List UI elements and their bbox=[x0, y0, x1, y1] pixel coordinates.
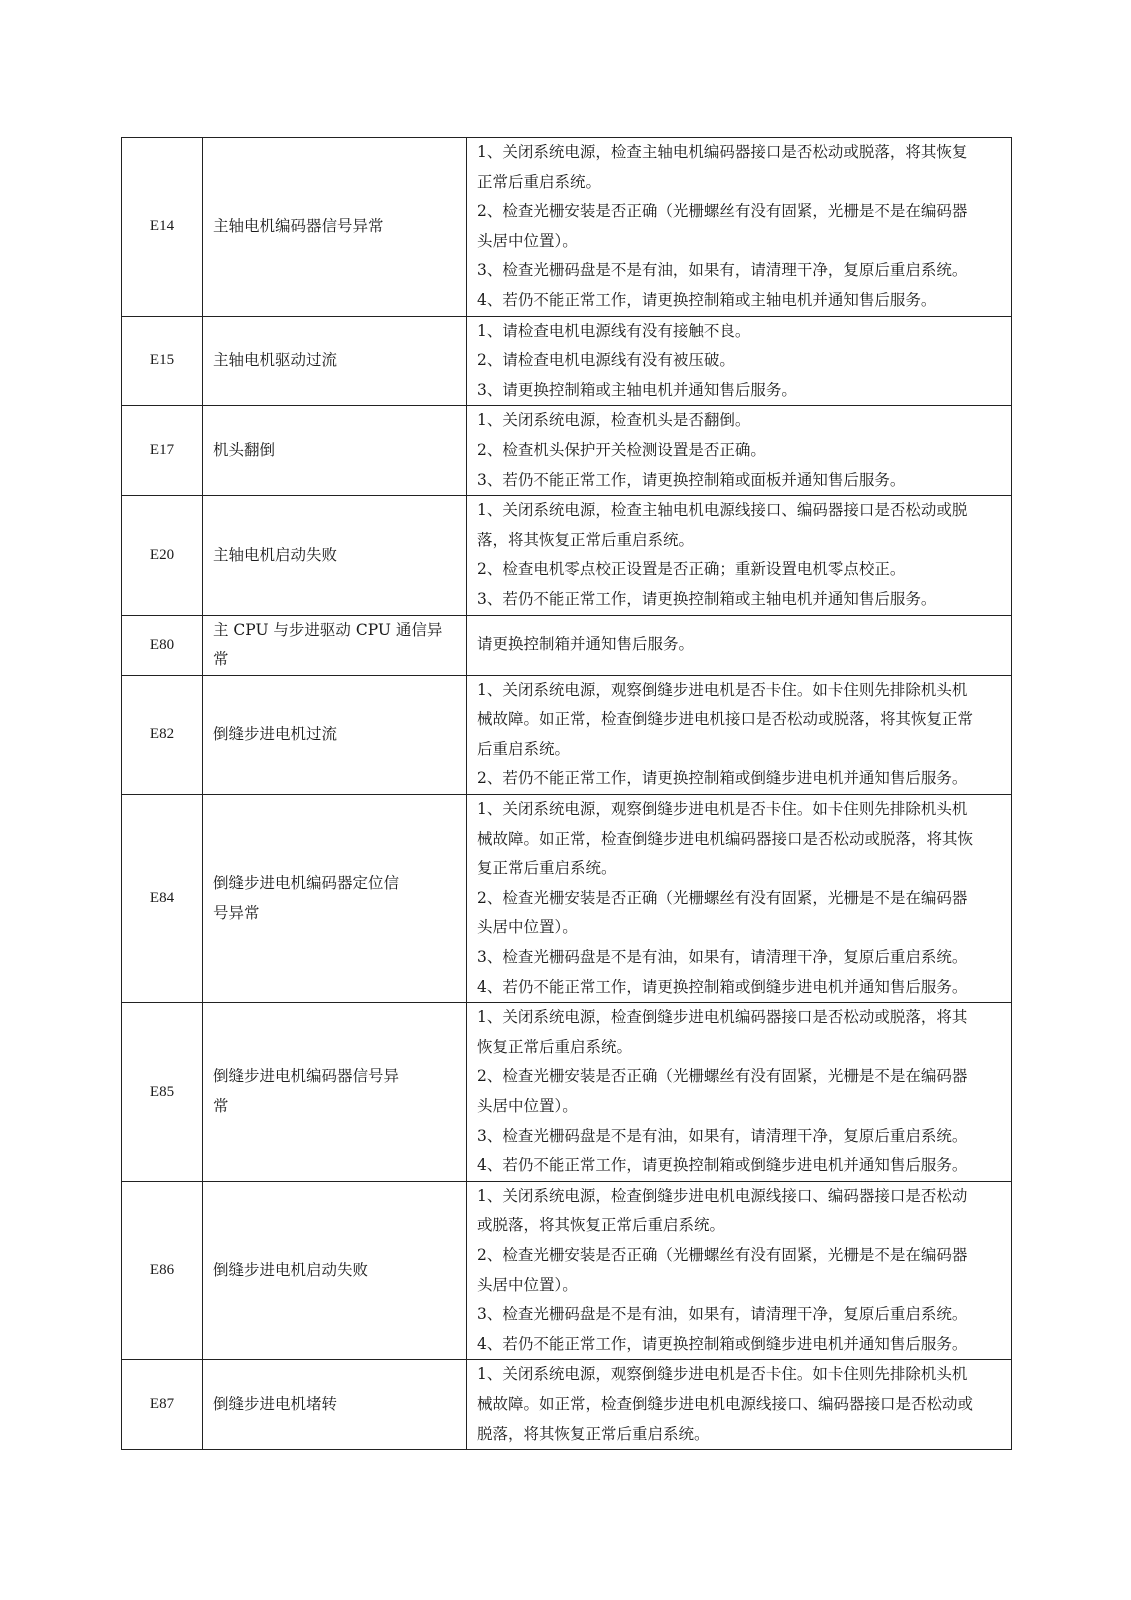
error-description-line: 机头翻倒 bbox=[213, 440, 276, 459]
solution-step-line: 械故障。如正常，检查倒缝步进电机接口是否松动或脱落，将其恢复正常 bbox=[477, 710, 974, 729]
solution-step-line: 3、检查光栅码盘是不是有油，如果有，请清理干净，复原后重启系统。 bbox=[477, 1126, 968, 1145]
error-description-line: 倒缝步进电机堵转 bbox=[213, 1394, 338, 1413]
error-code-cell: E84 bbox=[122, 795, 203, 1003]
solution-step-line: 2、请检查电机电源线有没有被压破。 bbox=[477, 351, 735, 370]
error-description-cell bbox=[203, 675, 467, 794]
solution-step-line: 2、若仍不能正常工作，请更换控制箱或倒缝步进电机并通知售后服务。 bbox=[477, 769, 968, 788]
solution-step-line: 2、检查光栅安装是否正确（光栅螺丝有没有固紧，光栅是不是在编码器 bbox=[477, 888, 968, 907]
error-code-cell: E14 bbox=[122, 138, 203, 317]
solution-step-line: 2、检查机头保护开关检测设置是否正确。 bbox=[477, 440, 766, 459]
error-description-line: 主 CPU 与步进驱动 CPU 通信异 bbox=[213, 620, 443, 639]
solution-step-line: 1、关闭系统电源，检查主轴电机电源线接口、编码器接口是否松动或脱 bbox=[477, 501, 968, 520]
solution-step-line: 脱落，将其恢复正常后重启系统。 bbox=[477, 1424, 710, 1443]
error-description-line: 主轴电机编码器信号异常 bbox=[213, 216, 384, 235]
error-row-e85 bbox=[122, 1003, 1012, 1182]
error-code-cell: E17 bbox=[122, 406, 203, 496]
error-solution-cell bbox=[467, 138, 1012, 317]
solution-step-line: 械故障。如正常，检查倒缝步进电机电源线接口、编码器接口是否松动或 bbox=[477, 1394, 974, 1413]
solution-step-line: 头居中位置）。 bbox=[477, 1275, 578, 1294]
solution-step-line: 4、若仍不能正常工作，请更换控制箱或倒缝步进电机并通知售后服务。 bbox=[477, 1156, 968, 1175]
solution-step-line: 复正常后重启系统。 bbox=[477, 859, 617, 878]
error-row-e15 bbox=[122, 316, 1012, 406]
solution-step-line: 1、关闭系统电源，观察倒缝步进电机是否卡住。如卡住则先排除机头机 bbox=[477, 800, 968, 819]
error-solution-cell bbox=[467, 316, 1012, 406]
solution-step-line: 1、关闭系统电源，观察倒缝步进电机是否卡住。如卡住则先排除机头机 bbox=[477, 680, 968, 699]
solution-step-line: 或脱落，将其恢复正常后重启系统。 bbox=[477, 1216, 726, 1235]
error-solution-cell bbox=[467, 1181, 1012, 1360]
error-description-cell bbox=[203, 406, 467, 496]
error-row-e14 bbox=[122, 138, 1012, 317]
error-description-cell bbox=[203, 496, 467, 615]
error-solution-cell bbox=[467, 675, 1012, 794]
error-row-e17 bbox=[122, 406, 1012, 496]
solution-step-line: 3、请更换控制箱或主轴电机并通知售后服务。 bbox=[477, 380, 797, 399]
error-solution-cell bbox=[467, 496, 1012, 615]
solution-step-line: 头居中位置）。 bbox=[477, 1097, 578, 1115]
error-code-cell: E15 bbox=[122, 316, 203, 406]
error-code-cell: E86 bbox=[122, 1181, 203, 1360]
solution-step-line: 落，将其恢复正常后重启系统。 bbox=[477, 530, 695, 549]
solution-step-line: 1、关闭系统电源，观察倒缝步进电机是否卡住。如卡住则先排除机头机 bbox=[477, 1365, 968, 1384]
error-description-cell bbox=[203, 615, 467, 675]
error-description-cell bbox=[203, 316, 467, 406]
solution-step-line: 后重启系统。 bbox=[477, 739, 571, 758]
solution-step-line: 械故障。如正常，检查倒缝步进电机编码器接口是否松动或脱落，将其恢 bbox=[477, 829, 974, 848]
error-description-line: 倒缝步进电机编码器信号异 bbox=[213, 1067, 400, 1086]
error-row-e80 bbox=[122, 615, 1012, 675]
solution-step-line: 1、关闭系统电源，检查倒缝步进电机电源线接口、编码器接口是否松动 bbox=[477, 1186, 968, 1205]
solution-step-line: 1、关闭系统电源，检查倒缝步进电机编码器接口是否松动或脱落，将其 bbox=[477, 1008, 968, 1027]
error-solution-cell bbox=[467, 795, 1012, 1003]
solution-step-line: 3、检查光栅码盘是不是有油，如果有，请清理干净，复原后重启系统。 bbox=[477, 261, 968, 280]
solution-step-line: 恢复正常后重启系统。 bbox=[477, 1037, 633, 1056]
solution-step-line: 4、若仍不能正常工作，请更换控制箱或倒缝步进电机并通知售后服务。 bbox=[477, 977, 968, 996]
error-description-cell bbox=[203, 1181, 467, 1360]
solution-step-line: 头居中位置）。 bbox=[477, 918, 578, 937]
solution-step-line: 1、关闭系统电源，检查机头是否翻倒。 bbox=[477, 411, 751, 430]
error-row-e87 bbox=[122, 1360, 1012, 1450]
error-solution-cell bbox=[467, 615, 1012, 675]
solution-step-line: 3、检查光栅码盘是不是有油，如果有，请清理干净，复原后重启系统。 bbox=[477, 1305, 968, 1324]
error-description-line: 常 bbox=[213, 1097, 229, 1115]
solution-step-line: 正常后重启系统。 bbox=[477, 172, 602, 191]
solution-step-line: 2、检查光栅安装是否正确（光栅螺丝有没有固紧，光栅是不是在编码器 bbox=[477, 1067, 968, 1086]
solution-step-line: 4、若仍不能正常工作，请更换控制箱或倒缝步进电机并通知售后服务。 bbox=[477, 1334, 968, 1353]
error-code-cell: E87 bbox=[122, 1360, 203, 1450]
error-description-line: 常 bbox=[213, 650, 229, 669]
error-code-table bbox=[121, 137, 1012, 1450]
solution-step-line: 头居中位置）。 bbox=[477, 231, 578, 250]
error-row-e86 bbox=[122, 1181, 1012, 1360]
error-description-cell bbox=[203, 1360, 467, 1450]
error-description-line: 倒缝步进电机启动失败 bbox=[213, 1260, 369, 1279]
solution-step-line: 2、检查光栅安装是否正确（光栅螺丝有没有固紧，光栅是不是在编码器 bbox=[477, 1245, 968, 1264]
error-description-cell bbox=[203, 1003, 467, 1182]
error-solution-cell bbox=[467, 1360, 1012, 1450]
error-description-line: 倒缝步进电机编码器定位信 bbox=[213, 874, 400, 893]
error-description-line: 号异常 bbox=[213, 903, 260, 922]
solution-step-line: 1、请检查电机电源线有没有接触不良。 bbox=[477, 321, 751, 340]
error-description-line: 倒缝步进电机过流 bbox=[213, 725, 338, 744]
error-solution-cell bbox=[467, 1003, 1012, 1182]
solution-step-line: 2、检查电机零点校正设置是否正确；重新设置电机零点校正。 bbox=[477, 560, 906, 579]
error-code-cell: E85 bbox=[122, 1003, 203, 1182]
solution-step-line: 1、关闭系统电源，检查主轴电机编码器接口是否松动或脱落，将其恢复 bbox=[477, 143, 968, 161]
solution-step-line: 4、若仍不能正常工作，请更换控制箱或主轴电机并通知售后服务。 bbox=[477, 290, 937, 309]
solution-step-line: 3、若仍不能正常工作，请更换控制箱或主轴电机并通知售后服务。 bbox=[477, 589, 937, 608]
error-description-cell bbox=[203, 795, 467, 1003]
error-description-cell bbox=[203, 138, 467, 317]
error-row-e20 bbox=[122, 496, 1012, 615]
error-row-e82 bbox=[122, 675, 1012, 794]
error-description-line: 主轴电机启动失败 bbox=[213, 545, 338, 564]
solution-step-line: 3、检查光栅码盘是不是有油，如果有，请清理干净，复原后重启系统。 bbox=[477, 948, 968, 967]
error-code-cell: E80 bbox=[122, 615, 203, 675]
solution-step-line: 请更换控制箱并通知售后服务。 bbox=[477, 635, 695, 654]
error-code-cell: E82 bbox=[122, 675, 203, 794]
error-row-e84 bbox=[122, 795, 1012, 1003]
error-table-body bbox=[122, 138, 1012, 1450]
error-description-line: 主轴电机驱动过流 bbox=[213, 351, 338, 370]
error-solution-cell bbox=[467, 406, 1012, 496]
solution-step-line: 2、检查光栅安装是否正确（光栅螺丝有没有固紧，光栅是不是在编码器 bbox=[477, 202, 968, 221]
solution-step-line: 3、若仍不能正常工作，请更换控制箱或面板并通知售后服务。 bbox=[477, 470, 906, 489]
error-code-cell: E20 bbox=[122, 496, 203, 615]
